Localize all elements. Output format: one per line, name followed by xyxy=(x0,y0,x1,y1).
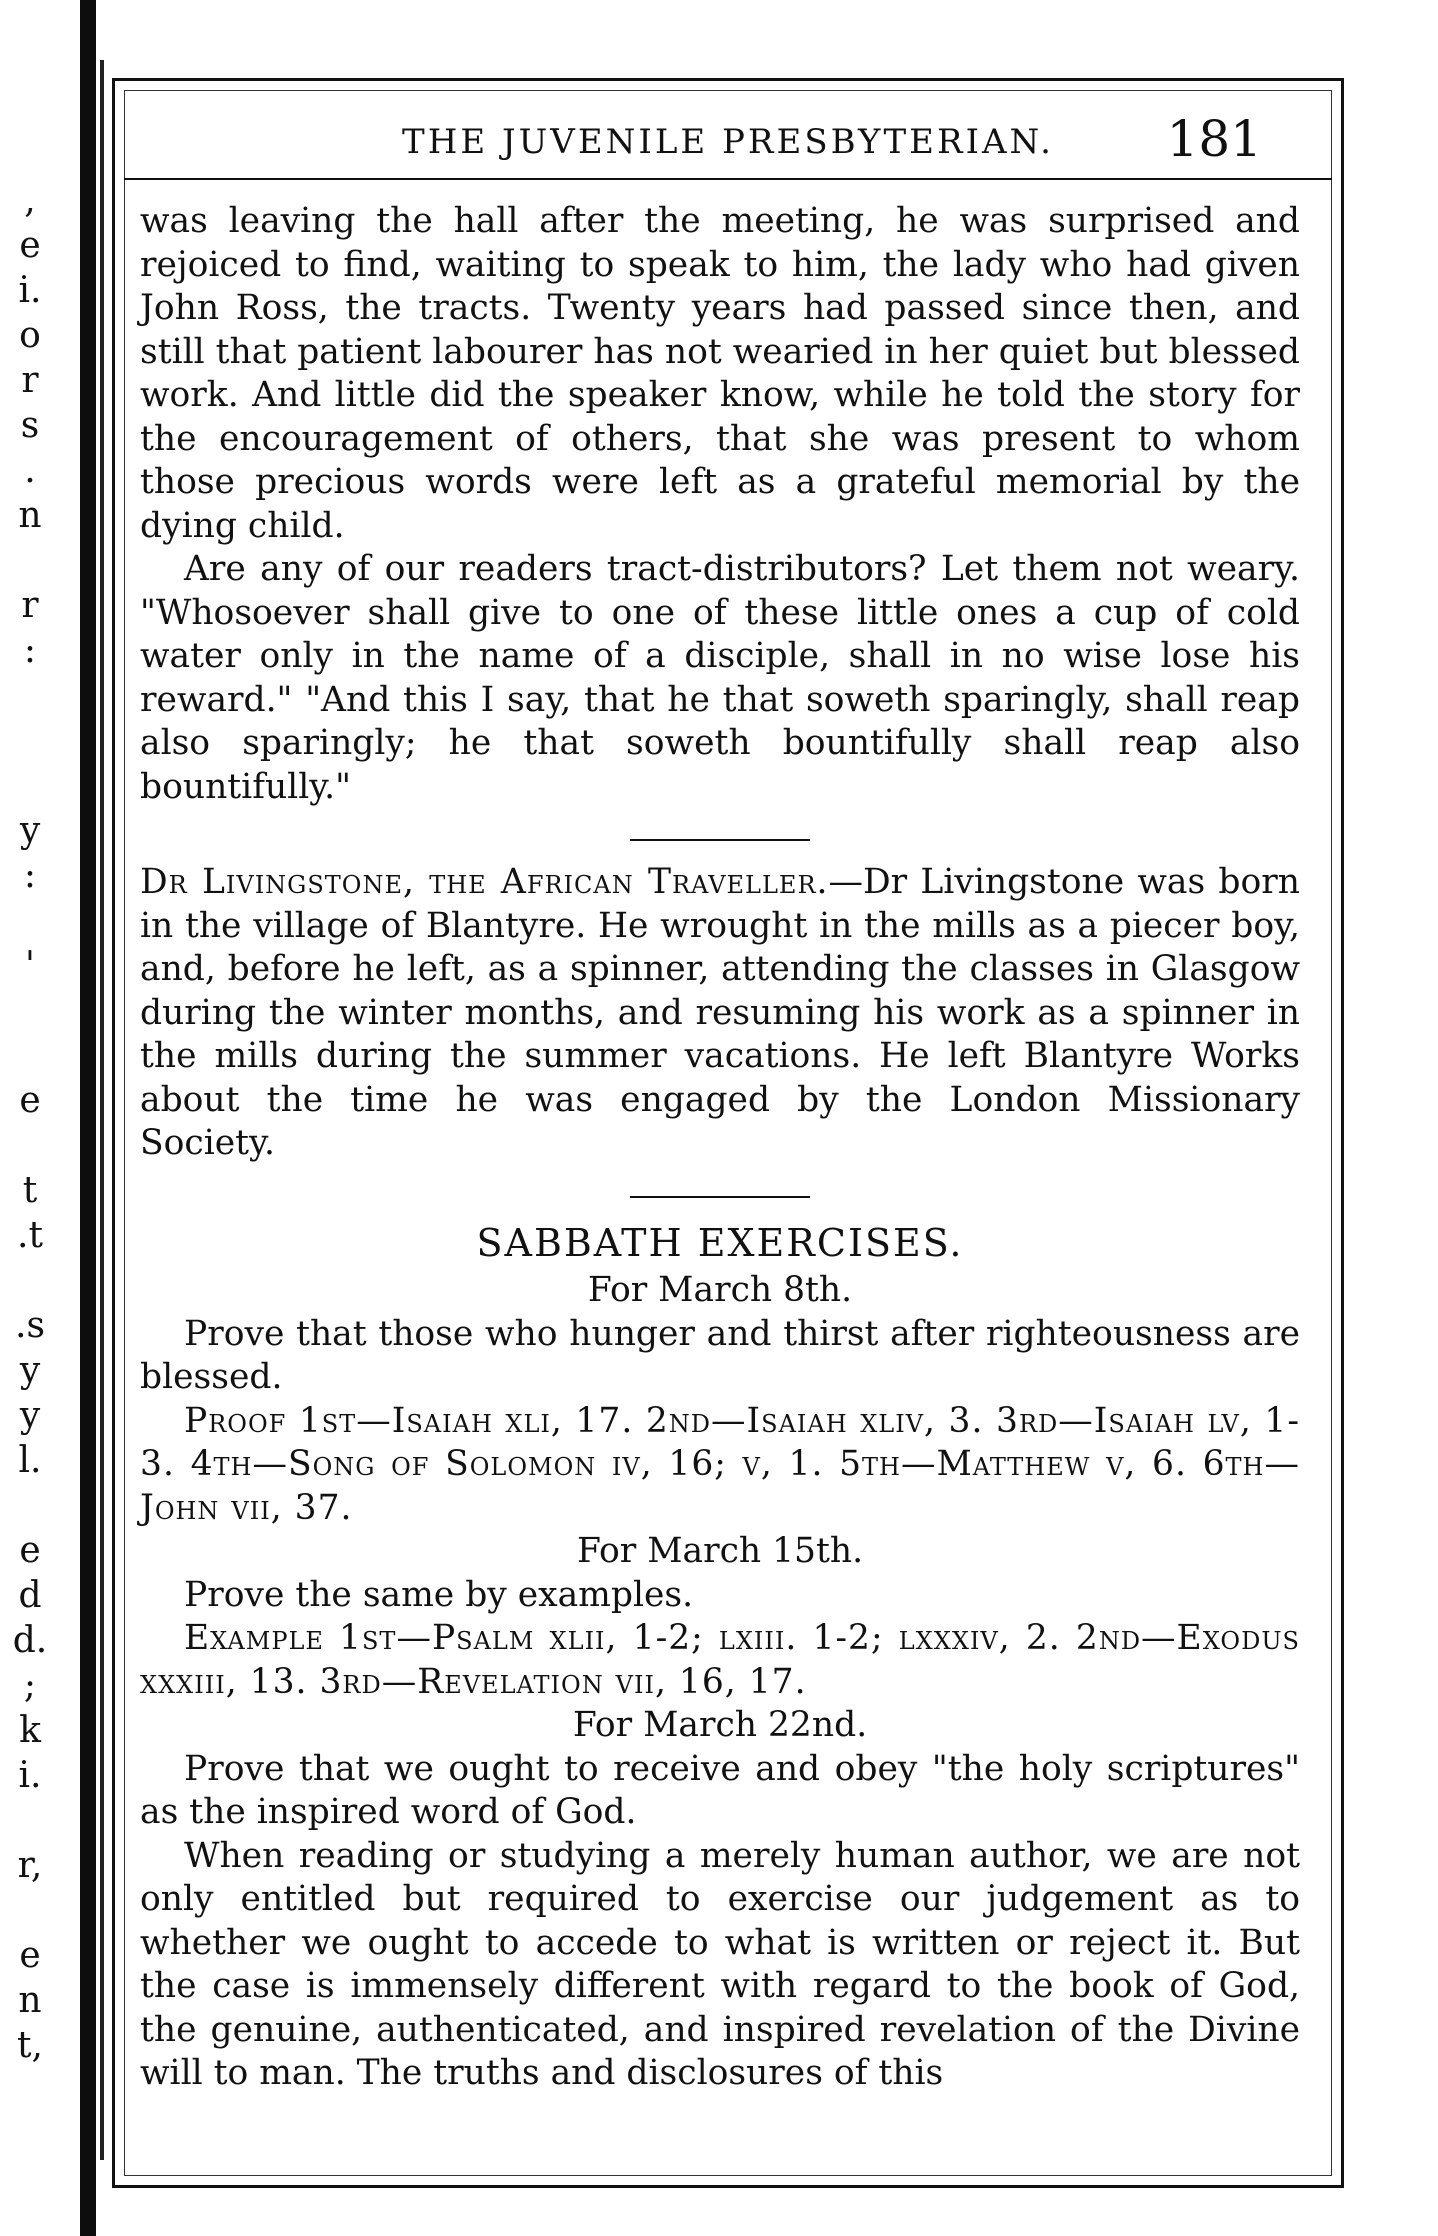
margin-fragment: : xyxy=(23,855,37,896)
week2-examples: Example 1st—Psalm xlii, 1-2; lxiii. 1-2; lxxxiv, 2. 2nd—Exodus xxxiii, 13. 3rd—Revelation vii, 16, 17. xyxy=(140,1618,1300,1702)
week3-date: For March 22nd. xyxy=(572,1705,868,1745)
margin-fragment: i. xyxy=(18,1755,42,1796)
margin-fragment: t xyxy=(22,1170,38,1211)
margin-fragment: y xyxy=(19,1395,41,1436)
margin-fragment: e xyxy=(19,1080,41,1121)
margin-fragment xyxy=(0,1260,60,1305)
margin-fragment: ' xyxy=(25,945,35,986)
margin-fragment xyxy=(0,720,60,765)
margin-fragment: .t xyxy=(17,1215,43,1256)
margin-fragment xyxy=(0,900,60,945)
margin-fragment: e xyxy=(19,225,41,266)
week1-prompt: Prove that those who hunger and thirst after righteousness are blessed. xyxy=(140,1313,1300,1397)
page-number: 181 xyxy=(1166,110,1262,168)
margin-fragment: : xyxy=(23,630,37,671)
page-body xyxy=(140,200,1300,2096)
margin-fragment: e xyxy=(19,1530,41,1571)
margin-fragment: n xyxy=(18,1980,42,2021)
margin-fragment: y xyxy=(19,810,41,851)
margin-fragment: t, xyxy=(17,2025,43,2066)
margin-fragment: s xyxy=(20,405,40,446)
margin-fragment xyxy=(0,675,60,720)
adjacent-page-margin xyxy=(0,180,60,2170)
margin-fragment: k xyxy=(19,1710,41,1751)
margin-fragment: r xyxy=(21,360,39,401)
article1-paragraph2: Are any of our readers tract-distributors? Let them not weary. "Whosoever shall give to one of these little ones a cup of cold water only in the name of a disciple, shall in no wise lose his reward." "And this I say, that he that soweth sparingly, shall reap also sparingly; he that soweth bountifully shall reap also bountifully." xyxy=(140,549,1300,807)
week3-prompt: Prove that we ought to receive and obey "the holy scriptures" as the inspired word of God. xyxy=(140,1748,1300,1832)
gutter-line xyxy=(100,60,104,2160)
margin-fragment: r xyxy=(21,585,39,626)
margin-fragment: . xyxy=(24,450,36,491)
margin-fragment: .s xyxy=(15,1305,45,1346)
week3-body: When reading or studying a merely human author, we are not only entitled but required to exercise our judgement as to whether we ought to accede to what is written or reject it. But the case is immensely different with regard to the book of God, the genuine, authenticated, and inspired revelation of the Divine will to man. The truths and disclosures of this xyxy=(140,1835,1300,2093)
header-rule xyxy=(124,178,1332,180)
sabbath-title: SABBATH EXERCISES. xyxy=(476,1220,964,1265)
margin-fragment: l. xyxy=(18,1440,42,1481)
margin-fragment: e xyxy=(19,1935,41,1976)
margin-fragment xyxy=(0,1485,60,1530)
article1-paragraph1: was leaving the hall after the meeting, he was surprised and rejoiced to find, waiting to speak to him, the lady who had given John Ross, the tracts. Twenty years had passed since then, and still that patient labourer has not wearied in her quiet but blessed work. And little did the speaker know, while he told the story for the encouragement of others, that she was present to whom those precious words were left as a grateful memorial by the dying child. xyxy=(140,201,1300,546)
week2-date: For March 15th. xyxy=(576,1531,864,1571)
margin-fragment: y xyxy=(19,1350,41,1391)
margin-fragment: d xyxy=(18,1575,42,1616)
margin-fragment: , xyxy=(24,180,36,221)
margin-fragment: r, xyxy=(17,1845,43,1886)
margin-fragment: d. xyxy=(12,1620,48,1661)
running-title: THE JUVENILE PRESBYTERIAN. xyxy=(402,122,1054,162)
week1-date: For March 8th. xyxy=(587,1270,853,1310)
page-header xyxy=(124,110,1332,170)
margin-fragment xyxy=(0,1800,60,1845)
article2-paragraph xyxy=(140,861,1300,1166)
margin-fragment: n xyxy=(18,495,42,536)
book-spine-shadow xyxy=(80,0,96,2236)
article2-text: —Dr Livingstone was born in the village of Blantyre. He wrought in the mills as a piecer boy, and, before he left, as a spinner, attending the classes in Glasgow during the winter months, and resuming his work as a spinner in the mills during the summer vacations. He left Blantyre Works about the time he was engaged by the London Missionary Society. xyxy=(140,862,1300,1163)
margin-fragment xyxy=(0,540,60,585)
section-divider xyxy=(630,839,810,841)
margin-fragment xyxy=(0,1125,60,1170)
margin-fragment: o xyxy=(19,315,41,356)
week1-proofs: Proof 1st—Isaiah xli, 17. 2nd—Isaiah xliv, 3. 3rd—Isaiah lv, 1-3. 4th—Song of Solomon iv, 16; v, 1. 5th—Matthew v, 6. 6th—John vii, 37. xyxy=(140,1400,1300,1528)
margin-fragment: ; xyxy=(23,1665,37,1706)
margin-fragment xyxy=(0,1035,60,1080)
section-divider xyxy=(630,1196,810,1198)
margin-fragment xyxy=(0,990,60,1035)
margin-fragment: i. xyxy=(18,270,42,311)
week2-prompt: Prove the same by examples. xyxy=(184,1574,694,1615)
margin-fragment xyxy=(0,765,60,810)
article2-title: Dr Livingstone, the African Traveller. xyxy=(140,862,829,902)
margin-fragment xyxy=(0,1890,60,1935)
